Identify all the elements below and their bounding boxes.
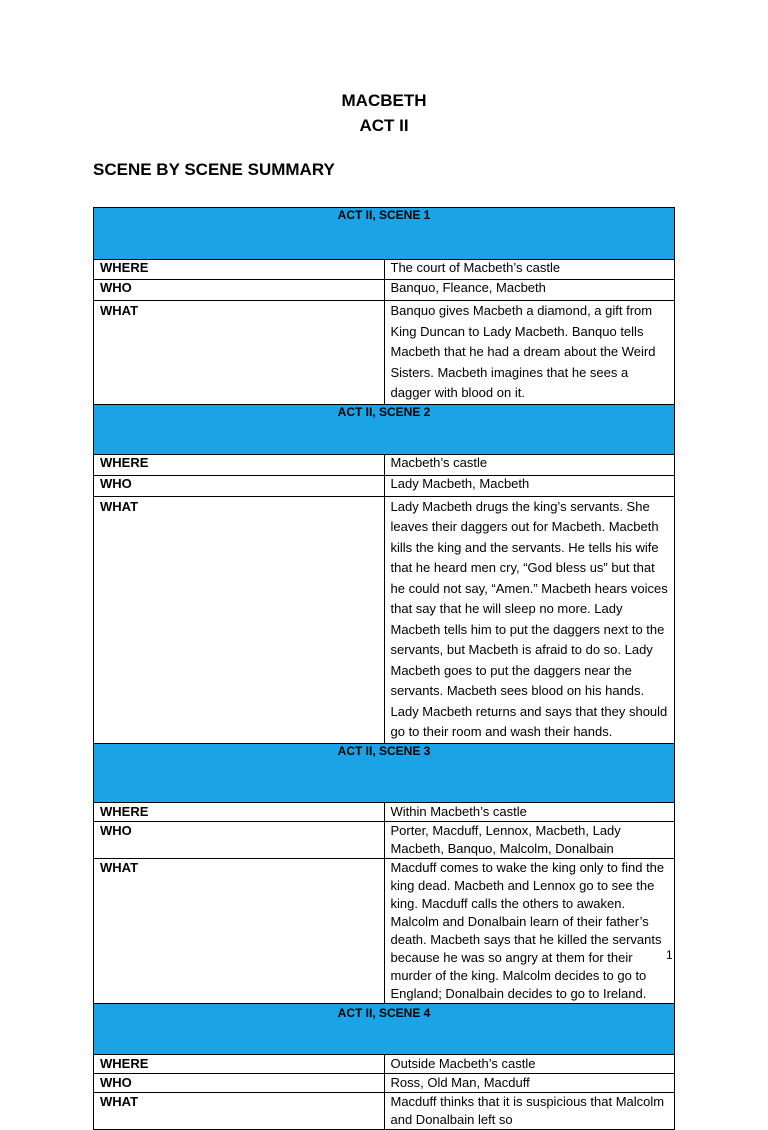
section-subtitle: SCENE BY SCENE SUMMARY (93, 160, 335, 179)
scene-heading: ACT II, SCENE 3 (94, 743, 675, 802)
scene-summary-table (93, 207, 675, 1130)
scene-header-row (94, 743, 675, 802)
what-label: WHAT (94, 858, 385, 1003)
table-row (94, 821, 675, 858)
scene-heading: ACT II, SCENE 1 (94, 208, 675, 260)
who-label: WHO (94, 280, 385, 301)
who-label: WHO (94, 1073, 385, 1092)
who-label: WHO (94, 475, 385, 496)
where-value: Macbeth’s castle (384, 454, 675, 475)
what-label: WHAT (94, 1092, 385, 1129)
table-row (94, 475, 675, 496)
scene-heading: ACT II, SCENE 4 (94, 1003, 675, 1054)
what-value: Macduff thinks that it is suspicious that Malcolm and Donalbain left so (384, 1092, 675, 1129)
title-block (0, 88, 768, 138)
what-value: Lady Macbeth drugs the king’s servants. She leaves their daggers out for Macbeth. Macbeth kills the king and the servants. He tells his wife that he heard men cry, “God bless us” but that he could not say, “Amen.” Macbeth hears voices that say that he will sleep no more. Lady Macbeth tells him to put the daggers next to the servants, but Macbeth is afraid to do so. Lady Macbeth goes to put the daggers near the servants. Macbeth sees blood on his hands. Lady Macbeth returns and says that they should go to their room and wash their hands. (384, 496, 675, 743)
where-value: The court of Macbeth’s castle (384, 260, 675, 280)
where-label: WHERE (94, 802, 385, 821)
act-title: ACT II (359, 116, 409, 135)
table-row (94, 802, 675, 821)
table-row (94, 1073, 675, 1092)
who-value: Porter, Macduff, Lennox, Macbeth, Lady Macbeth, Banquo, Malcolm, Donalbain (384, 821, 675, 858)
document-title: MACBETH (341, 91, 427, 110)
who-value: Lady Macbeth, Macbeth (384, 475, 675, 496)
where-label: WHERE (94, 454, 385, 475)
scene-header-row (94, 208, 675, 260)
scene-heading: ACT II, SCENE 2 (94, 404, 675, 454)
what-value: Banquo gives Macbeth a diamond, a gift from King Duncan to Lady Macbeth. Banquo tells Macbeth that he had a dream about the Weird Sisters. Macbeth imagines that he sees a dagger with blood on it. (384, 301, 675, 405)
who-label: WHO (94, 821, 385, 858)
what-label: WHAT (94, 496, 385, 743)
table-row (94, 301, 675, 405)
table-row (94, 1092, 675, 1129)
where-value: Outside Macbeth’s castle (384, 1054, 675, 1073)
who-value: Banquo, Fleance, Macbeth (384, 280, 675, 301)
table-row (94, 454, 675, 475)
table-row (94, 280, 675, 301)
scene-header-row (94, 404, 675, 454)
table-row (94, 260, 675, 280)
table-row (94, 496, 675, 743)
what-label: WHAT (94, 301, 385, 405)
where-value: Within Macbeth’s castle (384, 802, 675, 821)
table-row (94, 1054, 675, 1073)
where-label: WHERE (94, 1054, 385, 1073)
table-row (94, 858, 675, 1003)
where-label: WHERE (94, 260, 385, 280)
what-value: Macduff comes to wake the king only to find the king dead. Macbeth and Lennox go to see the king. Macduff calls the others to awaken. Malcolm and Donalbain learn of their father’s death. Macbeth says that he killed the servants because he was so angry at them for their murder of the king. Malcolm decides to go to England; Donalbain decides to go to Ireland. (384, 858, 675, 1003)
scene-header-row (94, 1003, 675, 1054)
who-value: Ross, Old Man, Macduff (384, 1073, 675, 1092)
page-number: 1 (666, 948, 673, 962)
